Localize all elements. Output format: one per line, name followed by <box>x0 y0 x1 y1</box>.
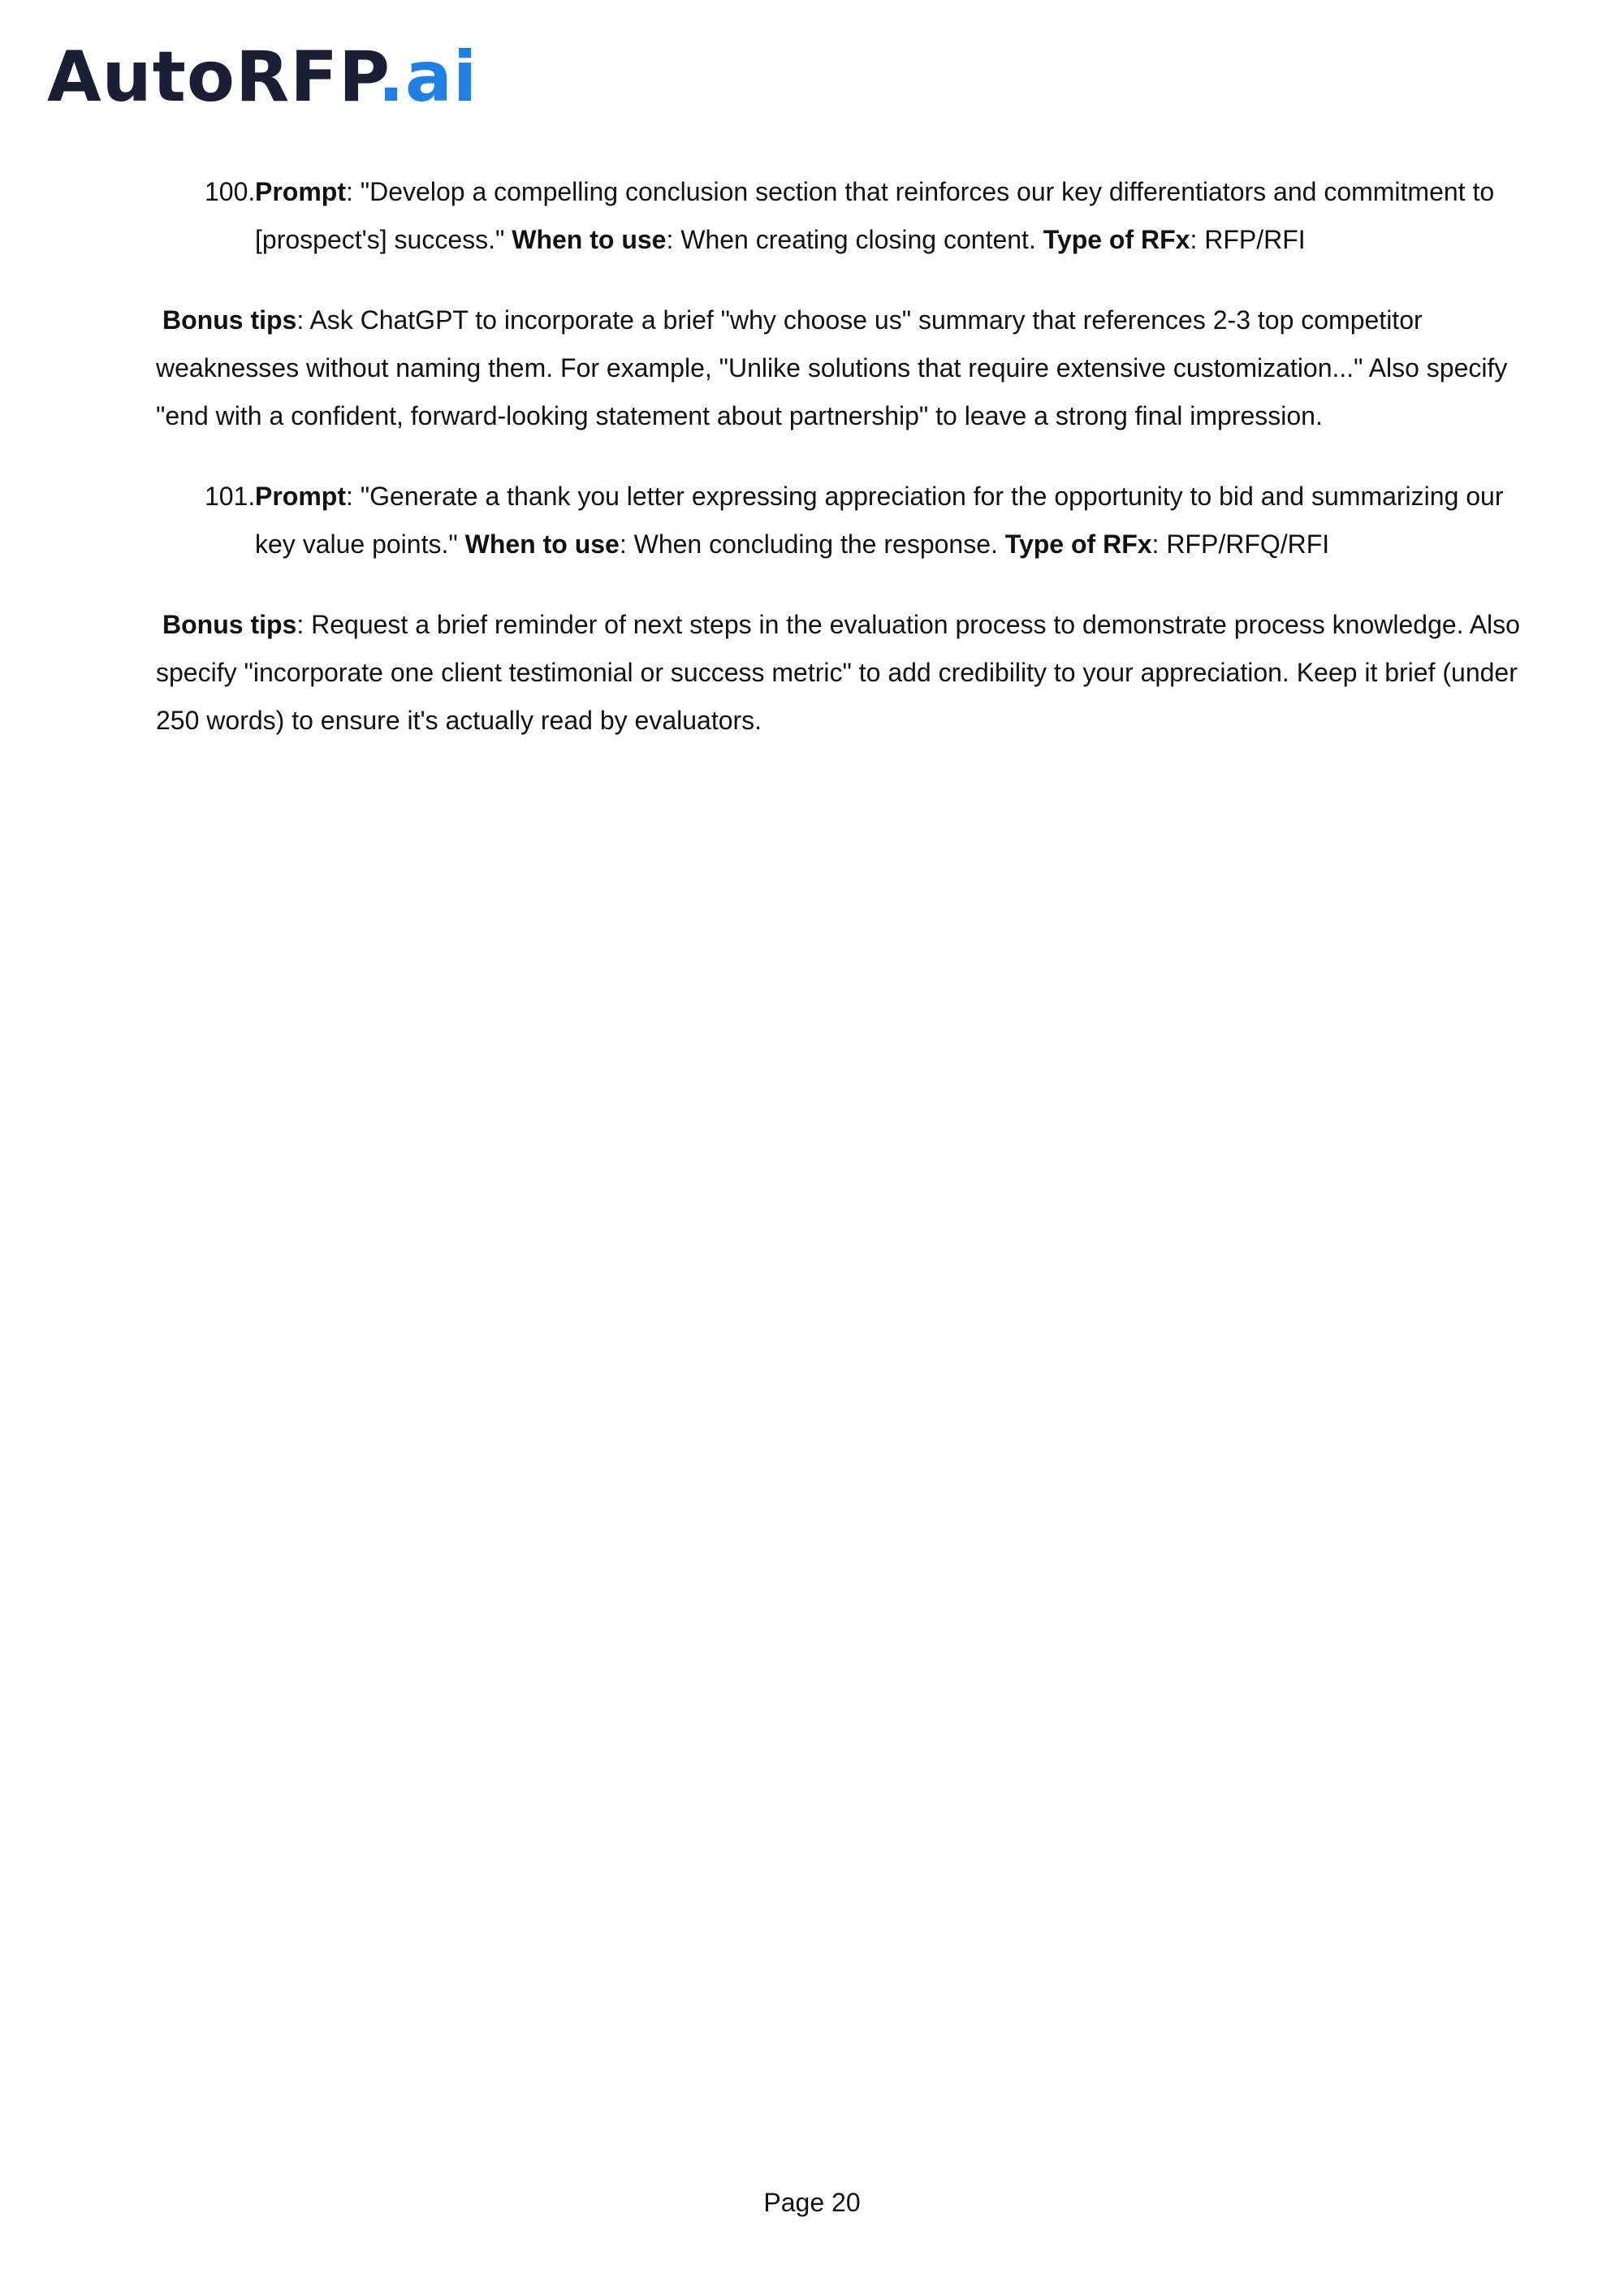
rfx-type-label: Type of RFx <box>1004 529 1152 559</box>
logo-domain-suffix: .ai <box>378 37 478 118</box>
when-to-use-text: : When concluding the response. <box>619 529 1005 559</box>
prompt-label: Prompt <box>255 482 346 511</box>
prompt-label: Prompt <box>255 177 346 206</box>
item-number: 101. <box>205 482 256 511</box>
bonus-tips-text: : Ask ChatGPT to incorporate a brief "why choose us" summary that references 2-3 top competitor weaknesses without naming them. For example, "Unlike solutions that require extensive customization..." Also specify "end with a confident, forward-looking statement about partnership" to leave a strong final impression. <box>156 305 1508 430</box>
when-to-use-label: When to use <box>464 529 620 559</box>
logo-wordmark: AutoRFP <box>47 37 378 118</box>
page-number: Page 20 <box>763 2188 861 2217</box>
rfx-type-label: Type of RFx <box>1043 225 1190 254</box>
bonus-tips-label: Bonus tips <box>162 610 297 639</box>
rfx-type-text: : RFP/RFI <box>1190 225 1306 254</box>
prompt-text: : "Develop a compelling conclusion section that reinforces our key differentiators and commitment to [prospect's] success." <box>255 177 1495 254</box>
bonus-tips-101 <box>156 601 1520 745</box>
autorfp-logo <box>47 32 477 122</box>
prompt-item-100 <box>156 168 1520 264</box>
prompt-text: : "Generate a thank you letter expressing appreciation for the opportunity to bid and summarizing our key value points." <box>255 482 1504 559</box>
when-to-use-text: : When creating closing content. <box>666 225 1043 254</box>
when-to-use-label: When to use <box>512 225 667 254</box>
bonus-tips-text: : Request a brief reminder of next steps in the evaluation process to demonstrate process knowledge. Also specify "incorporate one client testimonial or success metric" to add credibility to your appreciation. Keep it brief (under 250 words) to ensure it's actually read by evaluators. <box>156 610 1520 735</box>
rfx-type-text: : RFP/RFQ/RFI <box>1151 529 1330 559</box>
item-number: 100. <box>205 177 256 206</box>
bonus-tips-100 <box>156 296 1520 440</box>
bonus-tips-label: Bonus tips <box>162 305 297 335</box>
prompt-item-101 <box>156 473 1520 568</box>
document-body <box>156 168 1520 745</box>
